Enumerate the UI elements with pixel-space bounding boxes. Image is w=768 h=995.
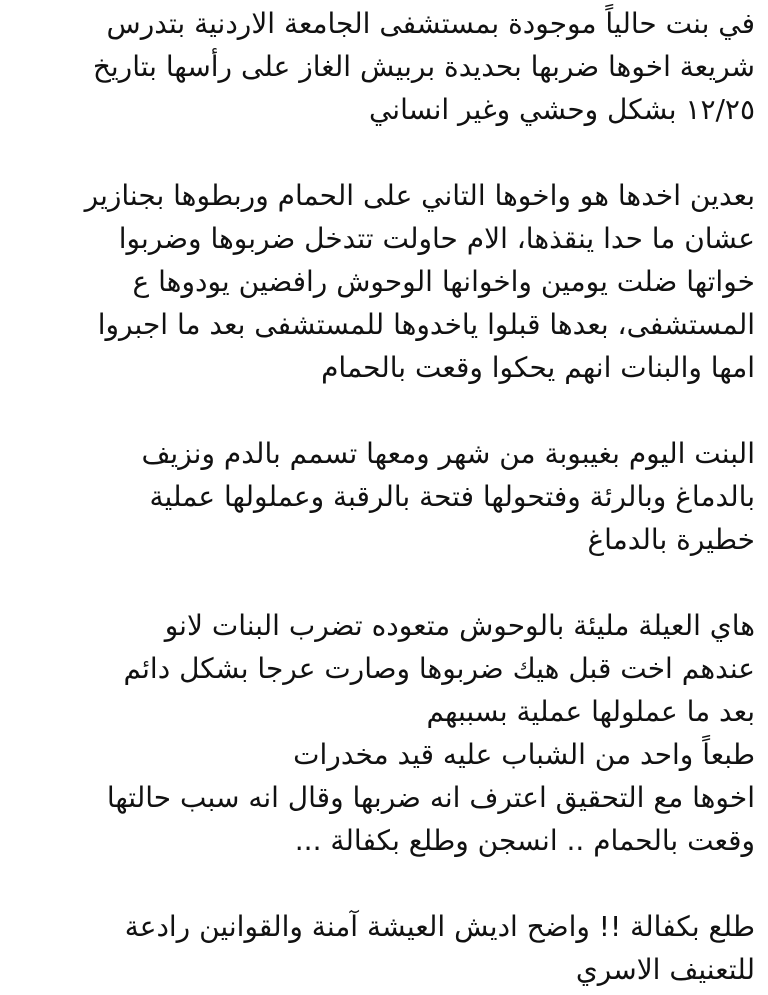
text-line: للتعنيف الاسري	[575, 953, 755, 986]
text-line: في بنت حالياً موجودة بمستشفى الجامعة الاردنية بتدرس	[106, 7, 755, 40]
text-line: طبعاً واحد من الشباب عليه قيد مخدرات	[293, 738, 755, 771]
text-line: شريعة اخوها ضربها بحديدة بربيش الغاز على رأسها بتاريخ	[92, 50, 755, 83]
text-line: ١٢/٢٥ بشكل وحشي وغير انساني	[368, 93, 755, 126]
paragraph-1	[10, 2, 755, 131]
text-line: طلع بكفالة !! واضح اديش العيشة آمنة والقوانين رادعة	[124, 910, 755, 943]
text-line: بعد ما عملولها عملية بسببهم	[426, 695, 755, 728]
text-line: وقعت بالحمام .. انسجن وطلع بكفالة ...	[294, 824, 755, 857]
text-line: بالدماغ وبالرئة وفتحولها فتحة بالرقبة وعملولها عملية	[149, 480, 755, 513]
text-line: امها والبنات انهم يحكوا وقعت بالحمام	[321, 351, 755, 384]
text-line: اخوها مع التحقيق اعترف انه ضربها وقال انه سبب حالتها	[106, 781, 755, 814]
text-line: المستشفى، بعدها قبلوا ياخدوها للمستشفى بعد ما اجبروا	[97, 308, 755, 341]
text-line: عندهم اخت قبل هيك ضربوها وصارت عرجا بشكل دائم	[123, 652, 755, 685]
paragraph-2	[10, 174, 755, 389]
paragraph-3	[10, 432, 755, 561]
text-line: هاي العيلة مليئة بالوحوش متعوده تضرب البنات لانو	[164, 609, 755, 642]
text-line: بعدين اخدها هو واخوها التاني على الحمام وربطوها بجنازير	[84, 179, 755, 212]
text-line: عشان ما حدا ينقذها، الام حاولت تتدخل ضربوها وضربوا	[118, 222, 755, 255]
paragraph-4	[10, 604, 755, 862]
paragraph-5	[10, 905, 755, 991]
text-line: خواتها ضلت يومين واخوانها الوحوش رافضين يودوها ع	[132, 265, 755, 298]
text-line: البنت اليوم بغيبوبة من شهر ومعها تسمم بالدم ونزيف	[141, 437, 755, 470]
text-line: خطيرة بالدماغ	[587, 523, 755, 556]
